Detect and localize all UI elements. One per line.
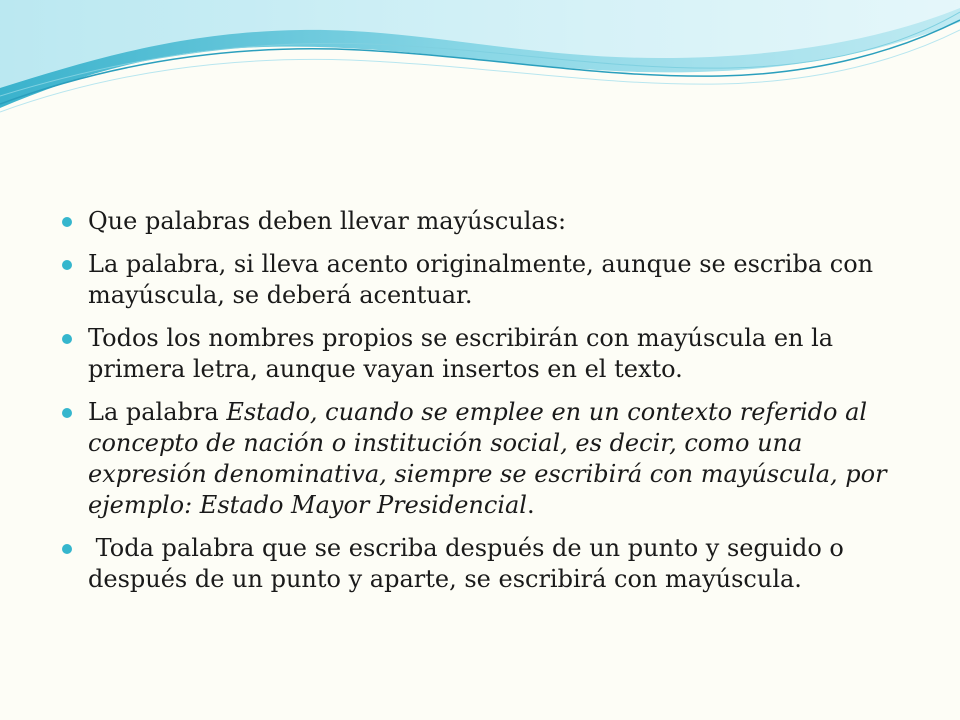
bullet-text: Todos los nombres propios se escribirán con mayúscula en la primera letra, aunque vayan insertos en el texto.: [88, 324, 834, 383]
bullet-dot-icon: [62, 408, 72, 418]
bullet-text: Toda palabra que se escriba después de un punto y seguido o después de un punto y aparte, se escribirá con mayúscula.: [88, 534, 852, 593]
bullet-dot-icon: [62, 260, 72, 270]
bullet-item: [62, 206, 912, 237]
bullet-item: [62, 397, 912, 521]
bullet-list: [62, 206, 912, 595]
bullet-text: Que palabras deben llevar mayúsculas:: [88, 207, 567, 235]
bullet-text-italic: Estado, cuando se emplee en un contexto referido al concepto de nación o institución social, es decir, como una expresión denominativa, siempre se escribirá con mayúscula, por ejemplo: Estado Mayor Presidencial: [88, 398, 887, 519]
bullet-text-plain: La palabra: [88, 398, 227, 426]
bullet-item: [62, 323, 912, 385]
bullet-dot-icon: [62, 217, 72, 227]
bullet-item: [62, 249, 912, 311]
bullet-item: [62, 533, 912, 595]
bullet-text: La palabra, si lleva acento originalmente, aunque se escriba con mayúscula, se deberá acentuar.: [88, 250, 874, 309]
bullet-text-end: .: [526, 491, 535, 519]
bullet-dot-icon: [62, 544, 72, 554]
bullet-dot-icon: [62, 334, 72, 344]
header-wave-decoration: [0, 0, 960, 120]
bullet-text: [88, 397, 912, 521]
bullet-list-container: [62, 206, 912, 607]
